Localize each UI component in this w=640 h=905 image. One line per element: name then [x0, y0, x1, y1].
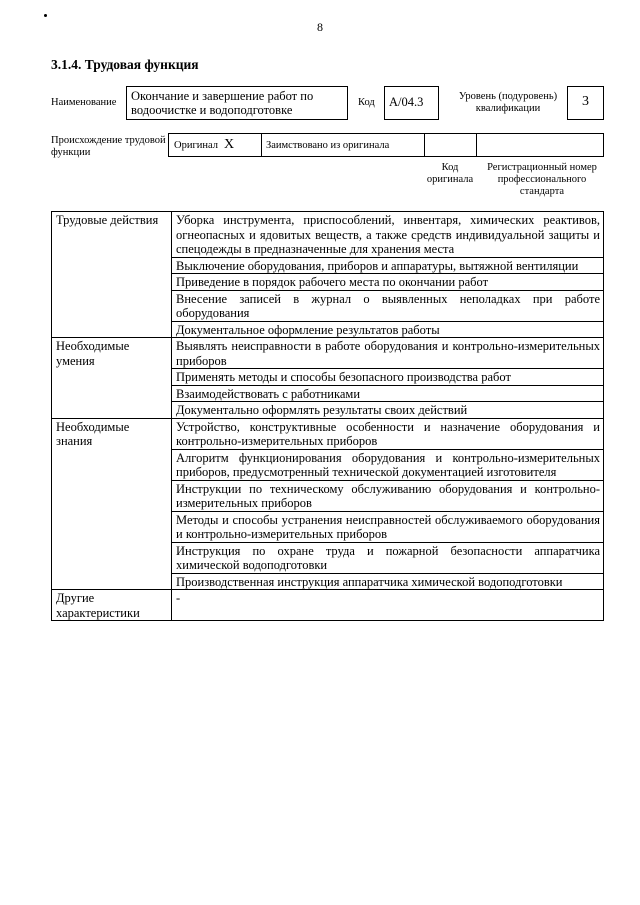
origin-label: Происхождение трудовой функции	[51, 135, 166, 158]
level-value: 3	[582, 94, 589, 109]
level-box	[567, 86, 604, 120]
knowledge-item: Алгоритм функционирования оборудования и контрольно-измерительных приборов, предусмотренный технической документацией изготовителя	[172, 449, 604, 480]
table-row	[52, 338, 604, 369]
skill-item: Выявлять неисправности в работе оборудования и контрольно-измерительных приборов	[172, 338, 604, 369]
skill-item: Взаимодействовать с работниками	[172, 385, 604, 402]
page-number: 8	[317, 20, 323, 34]
code-value: А/04.3	[389, 95, 424, 109]
action-item: Выключение оборудования, приборов и аппаратуры, вытяжной вентиляции	[172, 257, 604, 274]
knowledge-item: Инструкция по охране труда и пожарной безопасности аппаратчика химической водоподготовки	[172, 542, 604, 573]
origin-divider-1	[261, 133, 262, 157]
code-box	[384, 86, 439, 120]
skill-item: Применять методы и способы безопасного производства работ	[172, 369, 604, 386]
origin-code-caption: Код оригинала	[426, 162, 474, 185]
origin-reg-caption: Регистрационный номер профессионального стандарта	[487, 162, 597, 197]
knowledge-label: Необходимые знания	[52, 418, 172, 590]
name-label: Наименование	[51, 97, 117, 108]
origin-divider-2	[424, 133, 425, 157]
code-label: Код	[358, 97, 375, 108]
actions-label: Трудовые действия	[52, 212, 172, 338]
table-row	[52, 590, 604, 621]
knowledge-item: Устройство, конструктивные особенности и назначение оборудования и контрольно-измерительных приборов	[172, 418, 604, 449]
function-table	[51, 211, 604, 621]
level-label: Уровень (подуровень) квалификации	[458, 91, 558, 114]
origin-original-label: Оригинал	[174, 140, 218, 151]
other-value: -	[172, 590, 604, 621]
origin-original-mark: X	[224, 137, 235, 152]
skill-item: Документально оформлять результаты своих действий	[172, 402, 604, 419]
section-title: 3.1.4. Трудовая функция	[51, 57, 199, 72]
knowledge-item: Методы и способы устранения неисправностей обслуживаемого оборудования и контрольно-измерительных приборов	[172, 511, 604, 542]
other-label: Другие характеристики	[52, 590, 172, 621]
knowledge-item: Инструкции по техническому обслуживанию оборудования и контрольно-измерительных приборов	[172, 480, 604, 511]
scan-dot	[44, 14, 47, 17]
name-value: Окончание и завершение работ по водоочистке и водоподготовке	[131, 89, 314, 117]
action-item: Уборка инструмента, приспособлений, инвентаря, химических реактивов, огнеопасных и ядовитых веществ, а также средств индивидуальной защиты и спецодежды в предназначенные для хранения места	[172, 212, 604, 258]
table-row	[52, 418, 604, 449]
table-row	[52, 212, 604, 258]
action-item: Внесение записей в журнал о выявленных неполадках при работе оборудования	[172, 290, 604, 321]
origin-divider-3	[476, 133, 477, 157]
action-item: Приведение в порядок рабочего места по окончании работ	[172, 274, 604, 291]
name-box	[126, 86, 348, 120]
knowledge-item: Производственная инструкция аппаратчика химической водоподготовки	[172, 573, 604, 590]
action-item: Документальное оформление результатов работы	[172, 321, 604, 338]
skills-label: Необходимые умения	[52, 338, 172, 419]
origin-borrowed-label: Заимствовано из оригинала	[266, 140, 390, 151]
